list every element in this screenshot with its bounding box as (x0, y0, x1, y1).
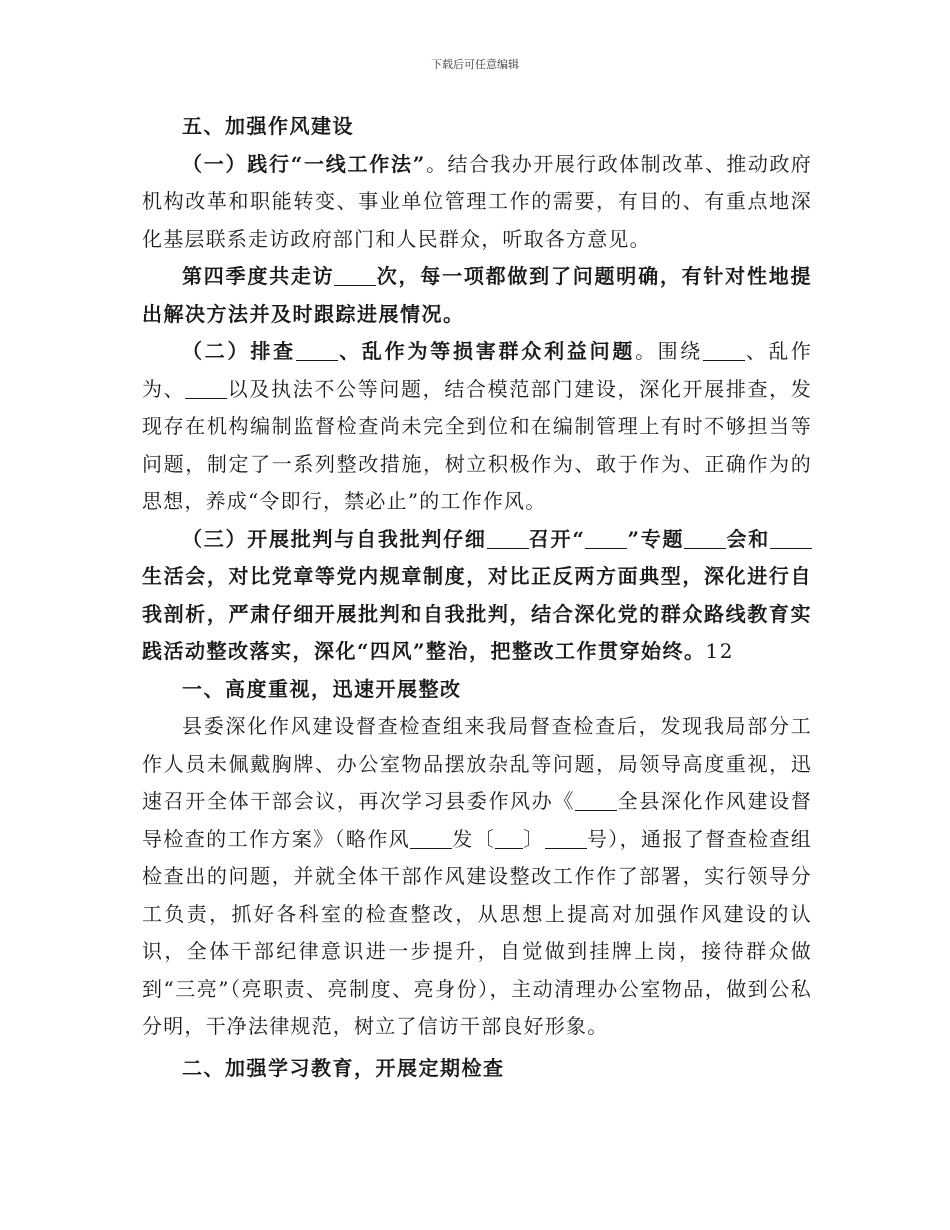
paragraph-text: 。结合我办开展行政体制改革、推动政府机构改革和职能转变、事业单位管理工作的需要，有目的、有重点地深化基层联系走访政府部门和人民群众，听取各方意见。 (142, 151, 812, 251)
fill-blank (495, 828, 523, 849)
fill-blank (770, 528, 812, 549)
fill-blank (487, 528, 529, 549)
paragraph-criticism (142, 521, 812, 671)
paragraph-text: 、乱作为、 (142, 339, 813, 401)
fill-blank (545, 828, 587, 849)
page-number-marker: 12 (705, 639, 734, 663)
fill-blank (585, 528, 627, 549)
paragraph-text: 会和 (726, 526, 771, 551)
paragraph-text: 第四季度共走访 (182, 264, 335, 288)
heading-section-1: 一、高度重视，迅速开展整改 (182, 676, 462, 701)
paragraph-text: （三）开展批判与自我批判仔细 (182, 526, 487, 551)
paragraph-text: 发〔 (452, 826, 496, 851)
paragraph-text: 〕 (523, 826, 545, 851)
page-header: 下载后可任意编辑 (431, 58, 519, 71)
paragraph-text: 号），通报了督查检查组检查出的问题，并就全体干部作风建设整改工作作了部署，实行领导分工负责，抓好各科室的检查整改，从思想上提高对加强作风建设的认识，全体干部纪律意识进一步提升，自觉做到挂牌上岗，接待群众做到“三亮”（亮职责、亮制度、亮身份），主动清理办公室物品，做到公私分明，干净法律规范，树立了信访干部良好形象。 (142, 826, 813, 1038)
fill-blank (334, 265, 376, 286)
fill-blank (296, 340, 338, 361)
paragraph-text: 。围绕 (635, 339, 703, 363)
paragraph-lead: （一）践行“一线工作法” (182, 151, 426, 176)
paragraph-frontline-method (142, 146, 812, 259)
paragraph-text: 次，每一项都做到了问题明确，有针对性地提出解决方法并及时跟踪进展情况。 (142, 264, 813, 326)
paragraph-rectification (142, 708, 812, 1046)
fill-blank (185, 378, 227, 399)
paragraph-text: 、乱作为等损害群众利益问题 (337, 339, 636, 363)
paragraph-text: 召开“ (528, 526, 586, 551)
paragraph-q4-visits (142, 258, 812, 333)
paragraph-text: 生活会，对比党章等党内规章制度，对比正反两方面典型，深化进行自我剖析，严肃仔细开展批判和自我批判，结合深化党的群众路线教育实践活动整改落实，深化“四风”整治，把整改工作贯穿始终。 (142, 564, 812, 663)
paragraph-investigation (142, 333, 812, 521)
paragraph-text: 以及执法不公等问题，结合模范部门建设，深化开展排查，发现存在机构编制监督检查尚未完全到位和在编制管理上有时不够担当等问题，制定了一系列整改措施，树立积极作为、敢于作为、正确作为的思想，养成“令即行，禁必止”的工作作风。 (142, 376, 812, 513)
paragraph-text: （二）排查 (182, 339, 296, 363)
paragraph-text: 县委深化作风建设督查检查组来我局督查检查后，发现我局部分工作人员未佩戴胸牌、办公室物品摆放杂乱等问题，局领导高度重视，迅速召开全体干部会议，再次学习县委作风办《 (142, 714, 812, 813)
paragraph-text: ”专题 (627, 526, 685, 551)
fill-blank (684, 528, 726, 549)
heading-section-5: 五、加强作风建设 (182, 114, 354, 138)
document-body (142, 108, 812, 1087)
heading-section-2: 二、加强学习教育，开展定期检查 (182, 1055, 505, 1080)
paragraph-text: 全县深化作风建设督导检查的工作方案》（略作风 (142, 789, 813, 851)
fill-blank (575, 790, 617, 811)
fill-blank (703, 340, 745, 361)
paragraph-lead (182, 339, 635, 363)
fill-blank (410, 828, 452, 849)
